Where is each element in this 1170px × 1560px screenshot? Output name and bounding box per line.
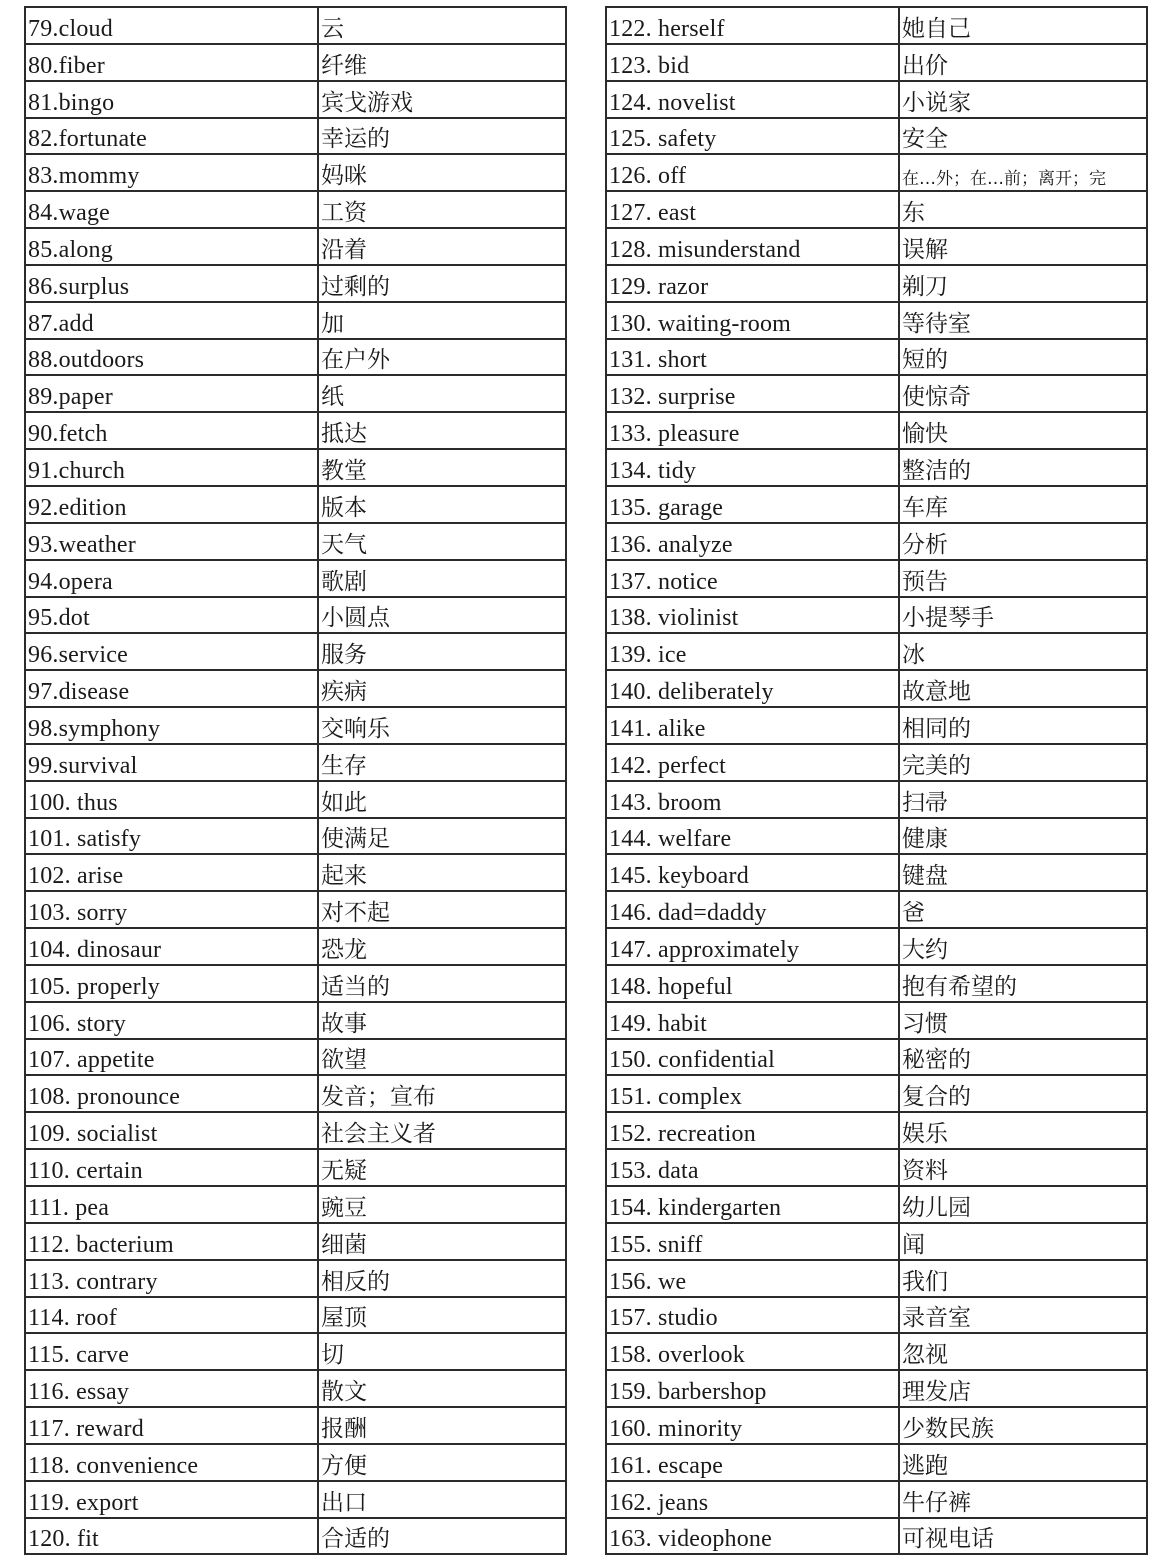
vocab-meaning: 散文 bbox=[318, 1370, 566, 1407]
table-row bbox=[606, 670, 1147, 707]
vocab-word: 130. waiting-room bbox=[606, 302, 899, 339]
vocab-word: 135. garage bbox=[606, 486, 899, 523]
vocab-word: 132. surprise bbox=[606, 375, 899, 412]
vocab-meaning: 牛仔裤 bbox=[899, 1481, 1147, 1518]
table-row bbox=[25, 265, 566, 302]
table-row bbox=[606, 81, 1147, 118]
vocab-meaning: 如此 bbox=[318, 781, 566, 818]
table-row bbox=[606, 44, 1147, 81]
table-row bbox=[25, 523, 566, 560]
vocab-word: 129. razor bbox=[606, 265, 899, 302]
vocab-meaning: 教堂 bbox=[318, 449, 566, 486]
table-row bbox=[606, 1481, 1147, 1518]
vocab-word: 87.add bbox=[25, 302, 318, 339]
vocab-meaning: 小提琴手 bbox=[899, 597, 1147, 634]
vocab-word: 123. bid bbox=[606, 44, 899, 81]
vocab-meaning: 发音；宣布 bbox=[318, 1075, 566, 1112]
vocab-meaning: 在户外 bbox=[318, 339, 566, 376]
vocab-meaning: 合适的 bbox=[318, 1518, 566, 1555]
vocab-meaning: 社会主义者 bbox=[318, 1112, 566, 1149]
vocab-meaning: 少数民族 bbox=[899, 1407, 1147, 1444]
vocab-meaning: 逃跑 bbox=[899, 1444, 1147, 1481]
table-row bbox=[606, 928, 1147, 965]
vocab-meaning: 妈咪 bbox=[318, 154, 566, 191]
vocab-meaning: 预告 bbox=[899, 560, 1147, 597]
table-row bbox=[25, 1075, 566, 1112]
vocab-meaning: 完美的 bbox=[899, 744, 1147, 781]
vocab-meaning: 可视电话 bbox=[899, 1518, 1147, 1555]
vocab-word: 107. appetite bbox=[25, 1039, 318, 1076]
table-row bbox=[606, 154, 1147, 191]
table-row bbox=[606, 560, 1147, 597]
table-row bbox=[25, 486, 566, 523]
vocab-meaning: 生存 bbox=[318, 744, 566, 781]
vocab-meaning: 键盘 bbox=[899, 854, 1147, 891]
table-row bbox=[25, 1297, 566, 1334]
table-row bbox=[25, 1444, 566, 1481]
vocab-word: 110. certain bbox=[25, 1149, 318, 1186]
table-row bbox=[25, 928, 566, 965]
table-row bbox=[606, 597, 1147, 634]
vocab-meaning: 抱有希望的 bbox=[899, 965, 1147, 1002]
vocab-word: 136. analyze bbox=[606, 523, 899, 560]
table-row bbox=[606, 265, 1147, 302]
table-row bbox=[25, 1333, 566, 1370]
vocab-word: 127. east bbox=[606, 191, 899, 228]
vocab-meaning: 安全 bbox=[899, 118, 1147, 155]
vocab-word: 139. ice bbox=[606, 633, 899, 670]
vocab-meaning: 相反的 bbox=[318, 1260, 566, 1297]
table-row bbox=[606, 1370, 1147, 1407]
vocab-meaning: 工资 bbox=[318, 191, 566, 228]
table-row bbox=[606, 1075, 1147, 1112]
vocab-word: 158. overlook bbox=[606, 1333, 899, 1370]
table-row bbox=[25, 81, 566, 118]
vocab-meaning: 健康 bbox=[899, 818, 1147, 855]
vocab-meaning: 豌豆 bbox=[318, 1186, 566, 1223]
table-row bbox=[25, 560, 566, 597]
table-row bbox=[606, 486, 1147, 523]
vocab-meaning: 恐龙 bbox=[318, 928, 566, 965]
table-row bbox=[25, 1481, 566, 1518]
vocab-word: 91.church bbox=[25, 449, 318, 486]
table-row bbox=[25, 633, 566, 670]
table-row bbox=[25, 7, 566, 44]
vocab-word: 137. notice bbox=[606, 560, 899, 597]
vocab-meaning: 闻 bbox=[899, 1223, 1147, 1260]
vocab-meaning: 爸 bbox=[899, 891, 1147, 928]
vocab-meaning: 版本 bbox=[318, 486, 566, 523]
vocab-word: 84.wage bbox=[25, 191, 318, 228]
vocab-word: 147. approximately bbox=[606, 928, 899, 965]
vocab-word: 83.mommy bbox=[25, 154, 318, 191]
vocab-word: 114. roof bbox=[25, 1297, 318, 1334]
table-row bbox=[606, 523, 1147, 560]
vocab-meaning: 等待室 bbox=[899, 302, 1147, 339]
vocab-word: 119. export bbox=[25, 1481, 318, 1518]
table-row bbox=[25, 1186, 566, 1223]
vocab-word: 149. habit bbox=[606, 1002, 899, 1039]
vocab-meaning: 宾戈游戏 bbox=[318, 81, 566, 118]
vocab-word: 126. off bbox=[606, 154, 899, 191]
table-row bbox=[606, 707, 1147, 744]
vocab-word: 162. jeans bbox=[606, 1481, 899, 1518]
vocab-word: 146. dad=daddy bbox=[606, 891, 899, 928]
vocab-word: 115. carve bbox=[25, 1333, 318, 1370]
vocab-word: 80.fiber bbox=[25, 44, 318, 81]
vocab-meaning: 小说家 bbox=[899, 81, 1147, 118]
vocab-meaning: 故事 bbox=[318, 1002, 566, 1039]
vocab-meaning: 大约 bbox=[899, 928, 1147, 965]
table-row bbox=[606, 781, 1147, 818]
vocab-word: 90.fetch bbox=[25, 412, 318, 449]
table-row bbox=[606, 1223, 1147, 1260]
table-row bbox=[606, 191, 1147, 228]
vocab-meaning: 过剩的 bbox=[318, 265, 566, 302]
vocab-meaning: 报酬 bbox=[318, 1407, 566, 1444]
table-row bbox=[606, 1444, 1147, 1481]
vocab-word: 131. short bbox=[606, 339, 899, 376]
vocab-meaning: 忽视 bbox=[899, 1333, 1147, 1370]
table-row bbox=[25, 597, 566, 634]
vocab-meaning: 短的 bbox=[899, 339, 1147, 376]
vocab-meaning: 秘密的 bbox=[899, 1039, 1147, 1076]
vocab-word: 156. we bbox=[606, 1260, 899, 1297]
table-row bbox=[25, 44, 566, 81]
vocab-word: 128. misunderstand bbox=[606, 228, 899, 265]
table-row bbox=[606, 744, 1147, 781]
vocab-meaning: 在…外；在…前；离开；完 bbox=[899, 154, 1147, 191]
vocab-word: 81.bingo bbox=[25, 81, 318, 118]
vocab-meaning: 无疑 bbox=[318, 1149, 566, 1186]
vocab-meaning: 出口 bbox=[318, 1481, 566, 1518]
vocab-meaning: 使惊奇 bbox=[899, 375, 1147, 412]
vocab-meaning: 屋顶 bbox=[318, 1297, 566, 1334]
table-row bbox=[606, 7, 1147, 44]
table-row bbox=[25, 118, 566, 155]
vocab-word: 122. herself bbox=[606, 7, 899, 44]
table-row bbox=[606, 1297, 1147, 1334]
vocab-word: 94.opera bbox=[25, 560, 318, 597]
vocab-word: 86.surplus bbox=[25, 265, 318, 302]
vocab-meaning: 出价 bbox=[899, 44, 1147, 81]
table-row bbox=[606, 891, 1147, 928]
table-row bbox=[606, 449, 1147, 486]
table-row bbox=[606, 302, 1147, 339]
table-row bbox=[606, 1039, 1147, 1076]
table-row bbox=[25, 1112, 566, 1149]
table-row bbox=[606, 818, 1147, 855]
table-row bbox=[25, 412, 566, 449]
vocab-meaning: 欲望 bbox=[318, 1039, 566, 1076]
vocab-meaning: 冰 bbox=[899, 633, 1147, 670]
table-row bbox=[25, 228, 566, 265]
vocab-word: 82.fortunate bbox=[25, 118, 318, 155]
vocab-word: 101. satisfy bbox=[25, 818, 318, 855]
vocab-word: 100. thus bbox=[25, 781, 318, 818]
vocab-meaning: 剃刀 bbox=[899, 265, 1147, 302]
vocab-word: 148. hopeful bbox=[606, 965, 899, 1002]
table-row bbox=[606, 1407, 1147, 1444]
vocab-meaning: 复合的 bbox=[899, 1075, 1147, 1112]
table-row bbox=[25, 1407, 566, 1444]
table-row bbox=[25, 1039, 566, 1076]
vocab-word: 159. barbershop bbox=[606, 1370, 899, 1407]
vocab-word: 79.cloud bbox=[25, 7, 318, 44]
vocab-meaning: 抵达 bbox=[318, 412, 566, 449]
table-row bbox=[25, 781, 566, 818]
vocab-word: 124. novelist bbox=[606, 81, 899, 118]
table-row bbox=[25, 1149, 566, 1186]
vocabulary-table-right-body bbox=[606, 7, 1147, 1554]
vocab-meaning: 资料 bbox=[899, 1149, 1147, 1186]
vocab-word: 98.symphony bbox=[25, 707, 318, 744]
table-row bbox=[606, 633, 1147, 670]
vocab-meaning: 疾病 bbox=[318, 670, 566, 707]
vocab-word: 125. safety bbox=[606, 118, 899, 155]
vocab-word: 161. escape bbox=[606, 1444, 899, 1481]
vocab-word: 150. confidential bbox=[606, 1039, 899, 1076]
vocab-word: 95.dot bbox=[25, 597, 318, 634]
vocab-word: 88.outdoors bbox=[25, 339, 318, 376]
vocab-meaning: 分析 bbox=[899, 523, 1147, 560]
table-row bbox=[606, 412, 1147, 449]
table-row bbox=[606, 1333, 1147, 1370]
vocab-word: 154. kindergarten bbox=[606, 1186, 899, 1223]
vocab-meaning: 整洁的 bbox=[899, 449, 1147, 486]
table-row bbox=[25, 707, 566, 744]
vocab-word: 143. broom bbox=[606, 781, 899, 818]
vocabulary-table-left-body bbox=[25, 7, 566, 1554]
vocab-word: 109. socialist bbox=[25, 1112, 318, 1149]
table-row bbox=[25, 191, 566, 228]
vocab-meaning: 她自己 bbox=[899, 7, 1147, 44]
table-row bbox=[606, 118, 1147, 155]
vocab-meaning: 故意地 bbox=[899, 670, 1147, 707]
vocab-meaning: 方便 bbox=[318, 1444, 566, 1481]
vocab-word: 153. data bbox=[606, 1149, 899, 1186]
table-row bbox=[25, 891, 566, 928]
vocab-meaning: 加 bbox=[318, 302, 566, 339]
vocab-meaning: 娱乐 bbox=[899, 1112, 1147, 1149]
table-row bbox=[606, 1518, 1147, 1555]
vocab-meaning: 细菌 bbox=[318, 1223, 566, 1260]
table-row bbox=[606, 1149, 1147, 1186]
vocab-meaning: 习惯 bbox=[899, 1002, 1147, 1039]
vocab-word: 133. pleasure bbox=[606, 412, 899, 449]
vocab-word: 105. properly bbox=[25, 965, 318, 1002]
vocab-meaning: 车库 bbox=[899, 486, 1147, 523]
table-row bbox=[25, 965, 566, 1002]
vocab-word: 140. deliberately bbox=[606, 670, 899, 707]
vocab-word: 138. violinist bbox=[606, 597, 899, 634]
vocab-meaning: 云 bbox=[318, 7, 566, 44]
vocab-word: 155. sniff bbox=[606, 1223, 899, 1260]
table-row bbox=[606, 339, 1147, 376]
table-row bbox=[606, 1186, 1147, 1223]
vocab-meaning: 扫帚 bbox=[899, 781, 1147, 818]
vocab-word: 118. convenience bbox=[25, 1444, 318, 1481]
vocab-meaning: 交响乐 bbox=[318, 707, 566, 744]
table-row bbox=[606, 854, 1147, 891]
table-row bbox=[25, 375, 566, 412]
vocab-word: 102. arise bbox=[25, 854, 318, 891]
table-row bbox=[25, 1002, 566, 1039]
vocab-meaning: 使满足 bbox=[318, 818, 566, 855]
table-row bbox=[25, 339, 566, 376]
vocab-word: 104. dinosaur bbox=[25, 928, 318, 965]
table-row bbox=[606, 228, 1147, 265]
vocab-meaning: 幼儿园 bbox=[899, 1186, 1147, 1223]
vocabulary-table-right bbox=[605, 6, 1148, 1555]
table-row bbox=[25, 670, 566, 707]
vocab-meaning: 幸运的 bbox=[318, 118, 566, 155]
vocab-word: 145. keyboard bbox=[606, 854, 899, 891]
table-row bbox=[25, 744, 566, 781]
vocab-meaning: 纤维 bbox=[318, 44, 566, 81]
vocab-meaning: 相同的 bbox=[899, 707, 1147, 744]
vocab-meaning: 切 bbox=[318, 1333, 566, 1370]
vocab-meaning: 歌剧 bbox=[318, 560, 566, 597]
vocab-word: 106. story bbox=[25, 1002, 318, 1039]
table-row bbox=[25, 1518, 566, 1555]
table-row bbox=[25, 449, 566, 486]
vocab-meaning: 我们 bbox=[899, 1260, 1147, 1297]
vocab-meaning: 对不起 bbox=[318, 891, 566, 928]
vocab-meaning: 误解 bbox=[899, 228, 1147, 265]
table-row bbox=[25, 818, 566, 855]
vocab-word: 157. studio bbox=[606, 1297, 899, 1334]
table-row bbox=[25, 854, 566, 891]
vocab-word: 142. perfect bbox=[606, 744, 899, 781]
vocab-word: 108. pronounce bbox=[25, 1075, 318, 1112]
vocab-meaning: 纸 bbox=[318, 375, 566, 412]
vocab-meaning: 东 bbox=[899, 191, 1147, 228]
vocab-word: 144. welfare bbox=[606, 818, 899, 855]
vocab-word: 116. essay bbox=[25, 1370, 318, 1407]
vocab-word: 152. recreation bbox=[606, 1112, 899, 1149]
vocab-meaning: 服务 bbox=[318, 633, 566, 670]
vocab-meaning: 适当的 bbox=[318, 965, 566, 1002]
vocab-word: 113. contrary bbox=[25, 1260, 318, 1297]
table-row bbox=[606, 965, 1147, 1002]
vocab-word: 112. bacterium bbox=[25, 1223, 318, 1260]
table-row bbox=[606, 1260, 1147, 1297]
vocab-word: 89.paper bbox=[25, 375, 318, 412]
vocab-meaning: 天气 bbox=[318, 523, 566, 560]
vocab-word: 93.weather bbox=[25, 523, 318, 560]
vocab-meaning: 小圆点 bbox=[318, 597, 566, 634]
vocab-word: 151. complex bbox=[606, 1075, 899, 1112]
vocab-word: 160. minority bbox=[606, 1407, 899, 1444]
vocab-meaning: 起来 bbox=[318, 854, 566, 891]
table-row bbox=[25, 1260, 566, 1297]
vocab-meaning: 沿着 bbox=[318, 228, 566, 265]
vocab-word: 85.along bbox=[25, 228, 318, 265]
vocab-word: 141. alike bbox=[606, 707, 899, 744]
table-row bbox=[606, 1002, 1147, 1039]
table-row bbox=[25, 302, 566, 339]
vocab-word: 96.service bbox=[25, 633, 318, 670]
vocab-word: 111. pea bbox=[25, 1186, 318, 1223]
vocab-meaning: 理发店 bbox=[899, 1370, 1147, 1407]
vocab-word: 117. reward bbox=[25, 1407, 318, 1444]
vocab-word: 134. tidy bbox=[606, 449, 899, 486]
vocab-word: 97.disease bbox=[25, 670, 318, 707]
vocab-word: 163. videophone bbox=[606, 1518, 899, 1555]
vocab-meaning: 愉快 bbox=[899, 412, 1147, 449]
table-row bbox=[25, 154, 566, 191]
vocabulary-table-left bbox=[24, 6, 567, 1555]
table-row bbox=[25, 1370, 566, 1407]
vocab-word: 103. sorry bbox=[25, 891, 318, 928]
table-row bbox=[25, 1223, 566, 1260]
vocab-word: 120. fit bbox=[25, 1518, 318, 1555]
table-row bbox=[606, 375, 1147, 412]
vocab-meaning: 录音室 bbox=[899, 1297, 1147, 1334]
table-row bbox=[606, 1112, 1147, 1149]
vocab-word: 99.survival bbox=[25, 744, 318, 781]
vocab-word: 92.edition bbox=[25, 486, 318, 523]
